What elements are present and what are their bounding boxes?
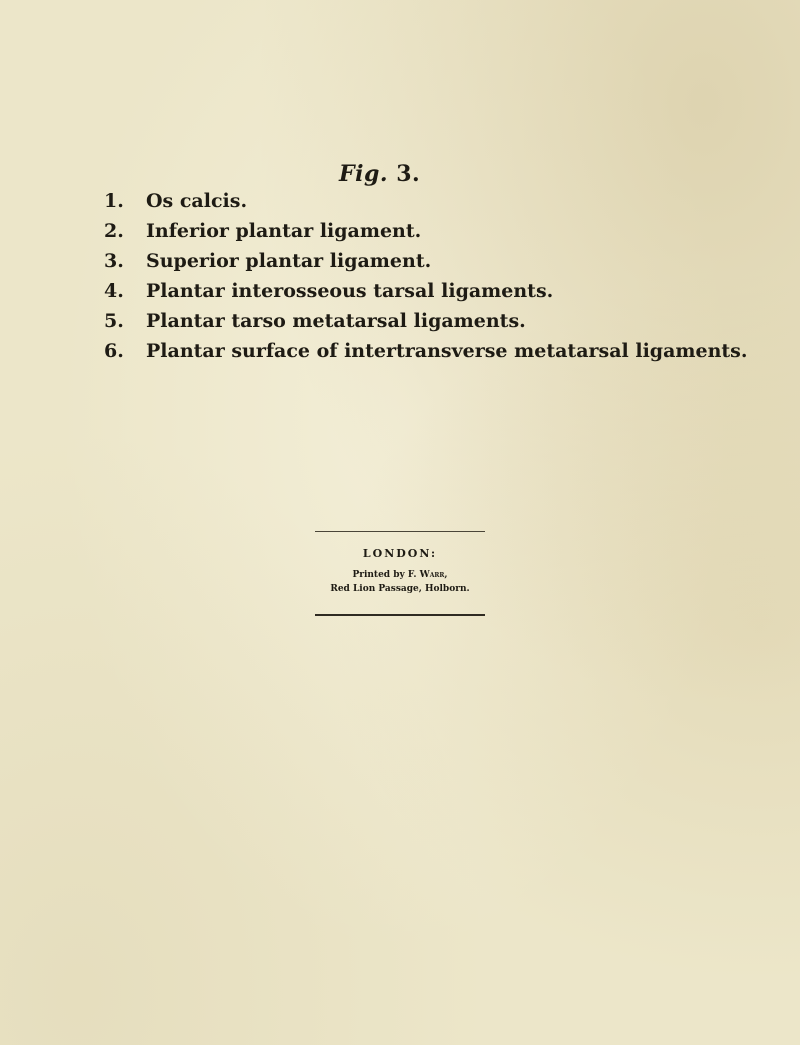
- legend-number: 6.: [104, 340, 124, 362]
- legend-item: [104, 216, 747, 246]
- imprint-top-rule: [315, 531, 485, 532]
- legend-item: [104, 246, 747, 276]
- imprint-printer-name: Warr: [419, 570, 445, 580]
- legend-item: [104, 306, 747, 336]
- legend-text: Plantar tarso metatarsal ligaments.: [146, 310, 526, 332]
- legend-number: 4.: [104, 280, 124, 302]
- figure-title: [339, 161, 420, 187]
- legend-text: Superior plantar ligament.: [146, 250, 432, 272]
- legend-text: Inferior plantar ligament.: [146, 220, 422, 242]
- imprint-address: Red Lion Passage, Holborn.: [330, 584, 470, 594]
- imprint-city: LONDON:: [362, 547, 438, 560]
- figure-legend: [104, 186, 747, 366]
- printer-imprint: [315, 531, 485, 616]
- figure-number: 3.: [396, 161, 421, 187]
- legend-item: [104, 186, 747, 216]
- legend-number: 2.: [104, 220, 124, 242]
- legend-text: Plantar surface of intertransverse metatarsal ligaments.: [146, 340, 748, 362]
- imprint-printer: [315, 568, 485, 582]
- imprint-bottom-rule: [315, 614, 485, 616]
- legend-item: [104, 276, 747, 306]
- legend-item: [104, 336, 747, 366]
- imprint-printed-by: Printed by F.: [352, 570, 420, 580]
- legend-number: 1.: [104, 190, 124, 212]
- legend-number: 3.: [104, 250, 124, 272]
- legend-text: Os calcis.: [146, 190, 248, 212]
- imprint-printed-by-end: ,: [444, 570, 448, 580]
- legend-text: Plantar interosseous tarsal ligaments.: [146, 280, 554, 302]
- figure-label: Fig.: [339, 161, 389, 187]
- legend-number: 5.: [104, 310, 124, 332]
